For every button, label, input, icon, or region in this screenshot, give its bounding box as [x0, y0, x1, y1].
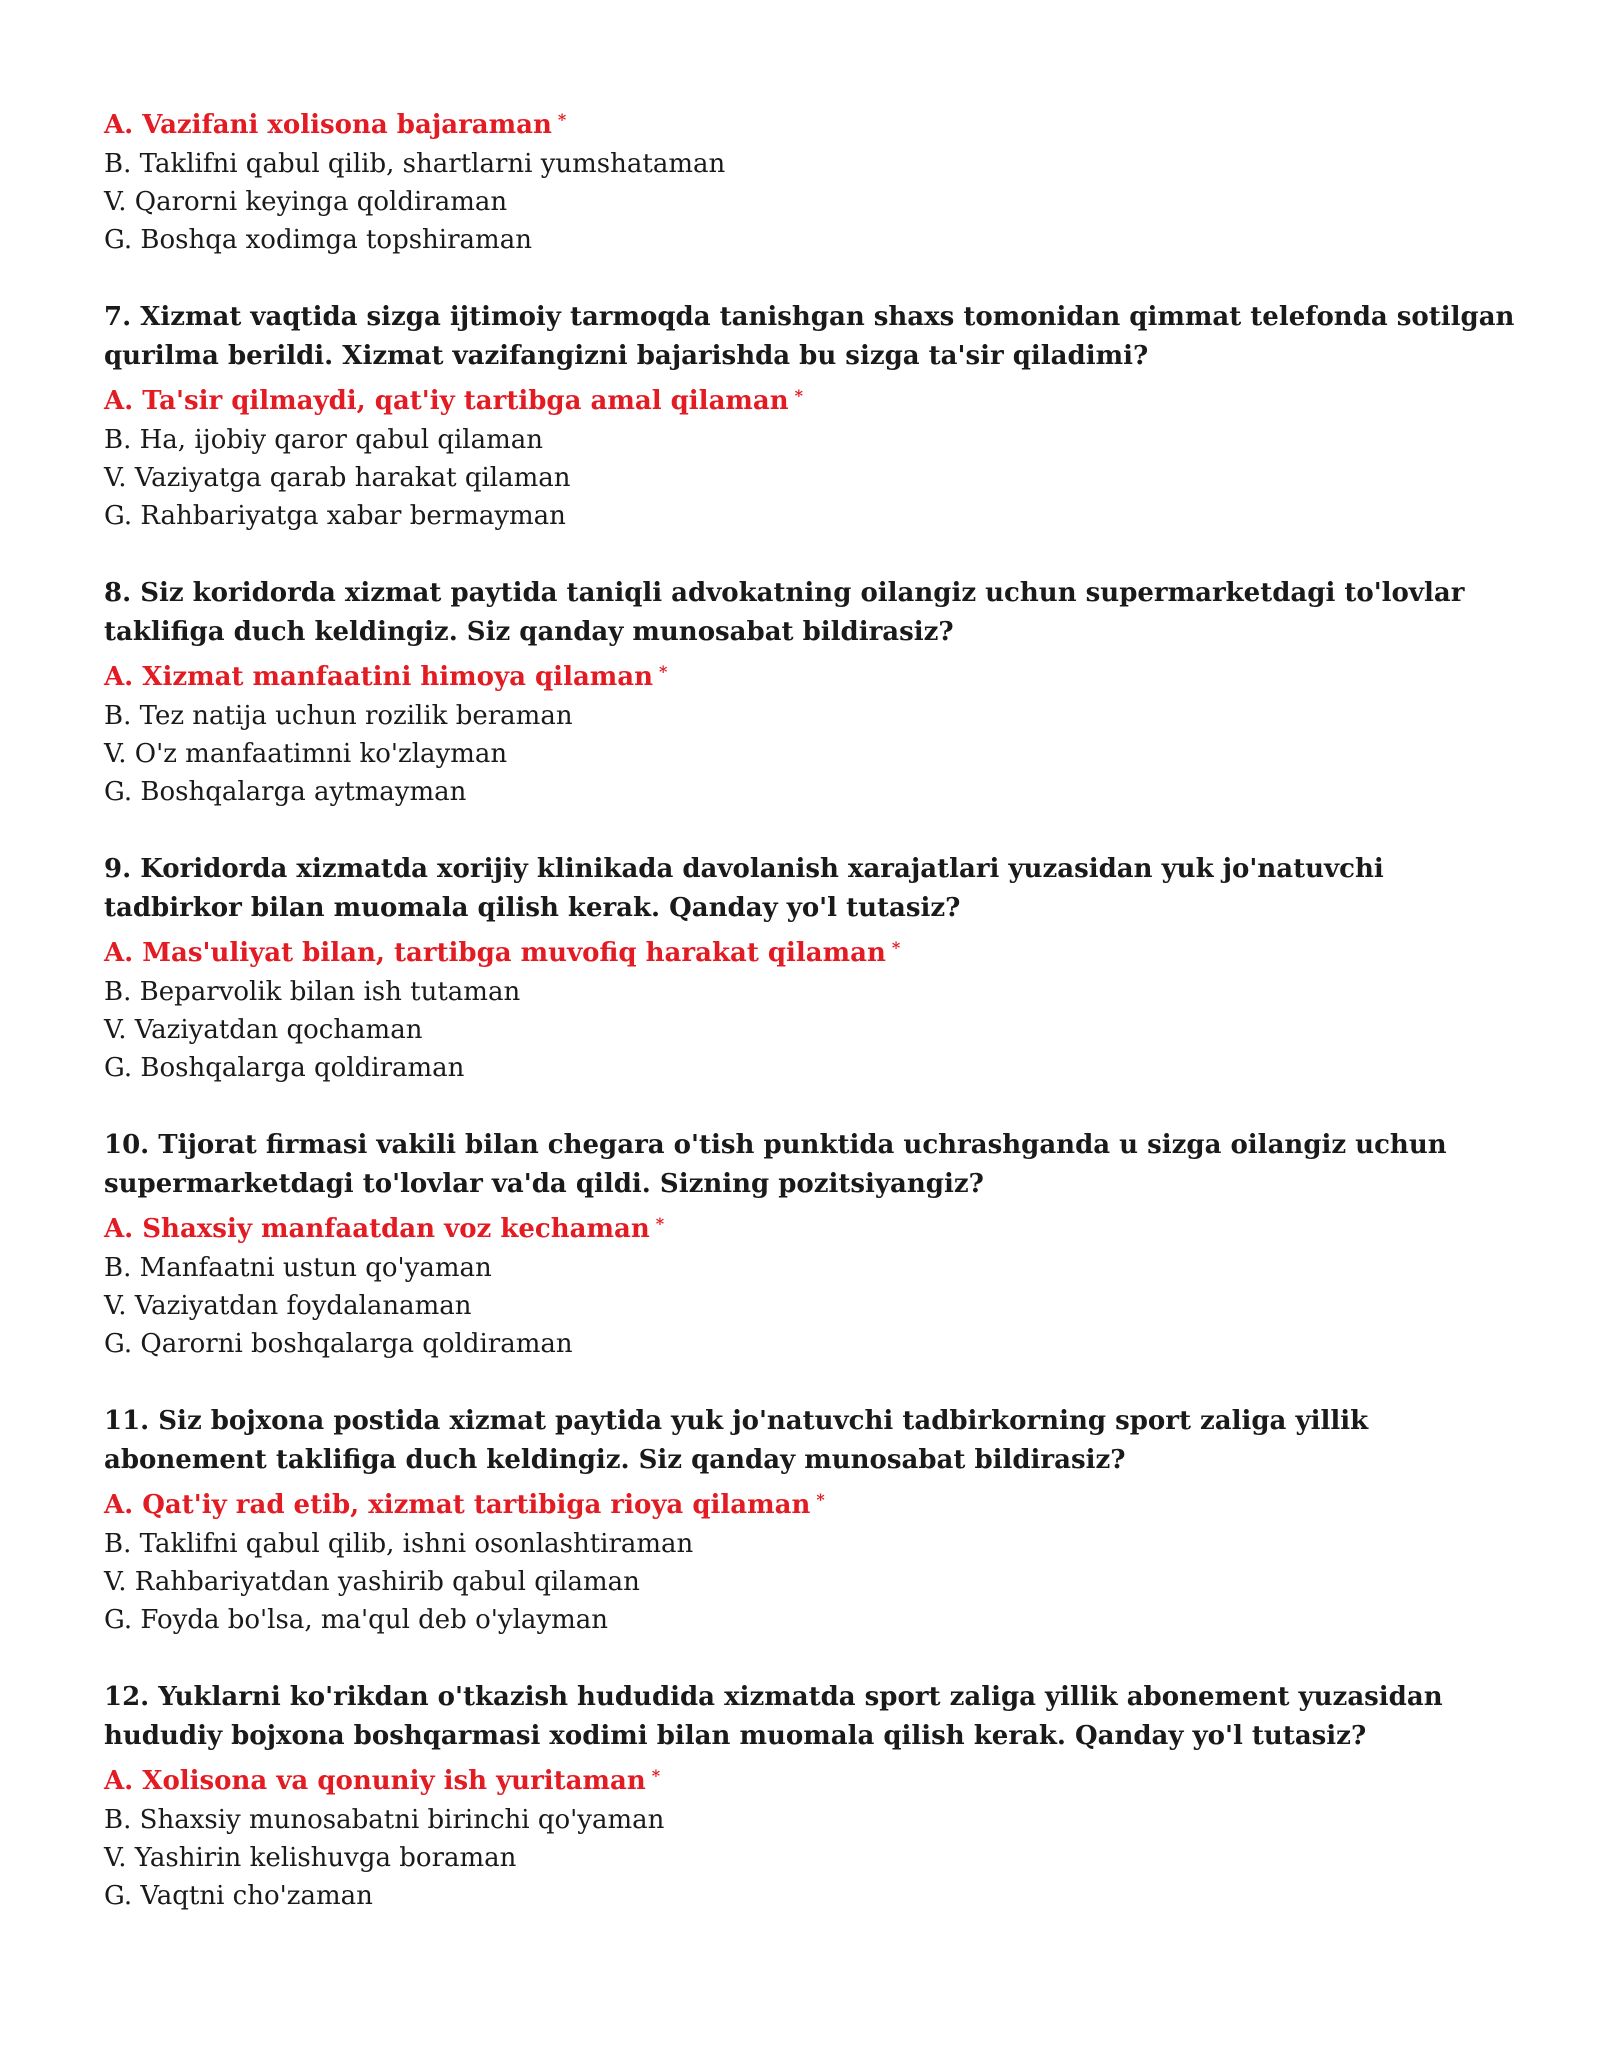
correct-answer	[104, 652, 1524, 697]
correct-marker: *	[794, 386, 804, 405]
answer-option: B. Taklifni qabul qilib, ishni osonlashtiraman	[104, 1529, 694, 1559]
answer-option: V. Rahbariyatdan yashirib qabul qilaman	[104, 1567, 640, 1597]
answer-option: V. Vaziyatdan foydalanaman	[104, 1291, 472, 1321]
answer-option: B. Ha, ijobiy qaror qabul qilaman	[104, 425, 543, 455]
answer-option: G. Boshqalarga aytmayman	[104, 777, 467, 807]
correct-answer-text: A. Vazifani xolisona bajaraman	[104, 110, 552, 140]
correct-marker: *	[659, 662, 668, 681]
correct-answer	[104, 1204, 1524, 1249]
question-block	[104, 298, 1524, 535]
answer-option: V. Vaziyatdan qochaman	[104, 1015, 423, 1045]
correct-answer-text: A. Mas'uliyat bilan, tartibga muvofiq harakat qilaman	[104, 938, 886, 968]
question-text: 9. Koridorda xizmatda xorijiy klinikada davolanish xarajatlari yuzasidan yuk jo'natuvchi tadbirkor bilan muomala qilish kerak. Qanday yo'l tutasiz?	[104, 854, 1384, 923]
correct-marker: *	[557, 110, 567, 129]
correct-answer	[104, 1480, 1524, 1525]
question-text: 10. Tijorat firmasi vakili bilan chegara o'tish punktida uchrashganda u sizga oilangiz uchun supermarketdagi to'lovlar va'da qildi. Sizning pozitsiyangiz?	[104, 1130, 1447, 1199]
question-block	[104, 1402, 1524, 1639]
question-text: 7. Xizmat vaqtida sizga ijtimoiy tarmoqda tanishgan shaxs tomonidan qimmat telefonda sotilgan qurilma berildi. Xizmat vazifangizni bajarishda bu sizga ta'sir qiladimi?	[104, 302, 1515, 371]
correct-marker: *	[891, 938, 901, 957]
answer-option: B. Beparvolik bilan ish tutaman	[104, 977, 521, 1007]
correct-answer-text: A. Qat'iy rad etib, xizmat tartibiga rioya qilaman	[104, 1490, 811, 1520]
question-block	[104, 100, 1524, 259]
question-block	[104, 1126, 1524, 1363]
correct-answer-text: A. Xizmat manfaatini himoya qilaman	[104, 662, 654, 692]
question-text: 8. Siz koridorda xizmat paytida taniqli advokatning oilangiz uchun supermarketdagi to'lovlar taklifiga duch keldingiz. Siz qanday munosabat bildirasiz?	[104, 578, 1465, 647]
correct-answer	[104, 376, 1524, 421]
question-block	[104, 850, 1524, 1087]
answer-option: B. Tez natija uchun rozilik beraman	[104, 701, 573, 731]
answer-option: V. Yashirin kelishuvga boraman	[104, 1843, 517, 1873]
correct-answer	[104, 1756, 1524, 1801]
answer-option: G. Vaqtni cho'zaman	[104, 1881, 373, 1911]
quiz-page	[104, 100, 1524, 1954]
answer-option: G. Qarorni boshqalarga qoldiraman	[104, 1329, 573, 1359]
question-block	[104, 574, 1524, 811]
answer-option: V. Vaziyatga qarab harakat qilaman	[104, 463, 571, 493]
question-text: 11. Siz bojxona postida xizmat paytida yuk jo'natuvchi tadbirkorning sport zaliga yillik abonement taklifiga duch keldingiz. Siz qanday munosabat bildirasiz?	[104, 1406, 1369, 1475]
correct-answer-text: A. Ta'sir qilmaydi, qat'iy tartibga amal qilaman	[104, 386, 789, 416]
answer-option: B. Shaxsiy munosabatni birinchi qo'yaman	[104, 1805, 665, 1835]
correct-answer-text: A. Shaxsiy manfaatdan voz kechaman	[104, 1214, 650, 1244]
answer-option: B. Taklifni qabul qilib, shartlarni yumshataman	[104, 149, 726, 179]
answer-option: G. Boshqa xodimga topshiraman	[104, 225, 532, 255]
question-block	[104, 1678, 1524, 1915]
answer-option: V. Qarorni keyinga qoldiraman	[104, 187, 508, 217]
answer-option: G. Rahbariyatga xabar bermayman	[104, 501, 566, 531]
answer-option: B. Manfaatni ustun qo'yaman	[104, 1253, 492, 1283]
correct-marker: *	[655, 1214, 665, 1233]
correct-answer-text: A. Xolisona va qonuniy ish yuritaman	[104, 1766, 646, 1796]
correct-answer	[104, 100, 1524, 145]
answer-option: V. O'z manfaatimni ko'zlayman	[104, 739, 508, 769]
answer-option: G. Boshqalarga qoldiraman	[104, 1053, 465, 1083]
correct-marker: *	[816, 1490, 825, 1509]
question-text: 12. Yuklarni ko'rikdan o'tkazish hududida xizmatda sport zaliga yillik abonement yuzasidan hududiy bojxona boshqarmasi xodimi bilan muomala qilish kerak. Qanday yo'l tutasiz?	[104, 1682, 1443, 1751]
correct-marker: *	[651, 1766, 661, 1785]
answer-option: G. Foyda bo'lsa, ma'qul deb o'ylayman	[104, 1605, 608, 1635]
correct-answer	[104, 928, 1524, 973]
